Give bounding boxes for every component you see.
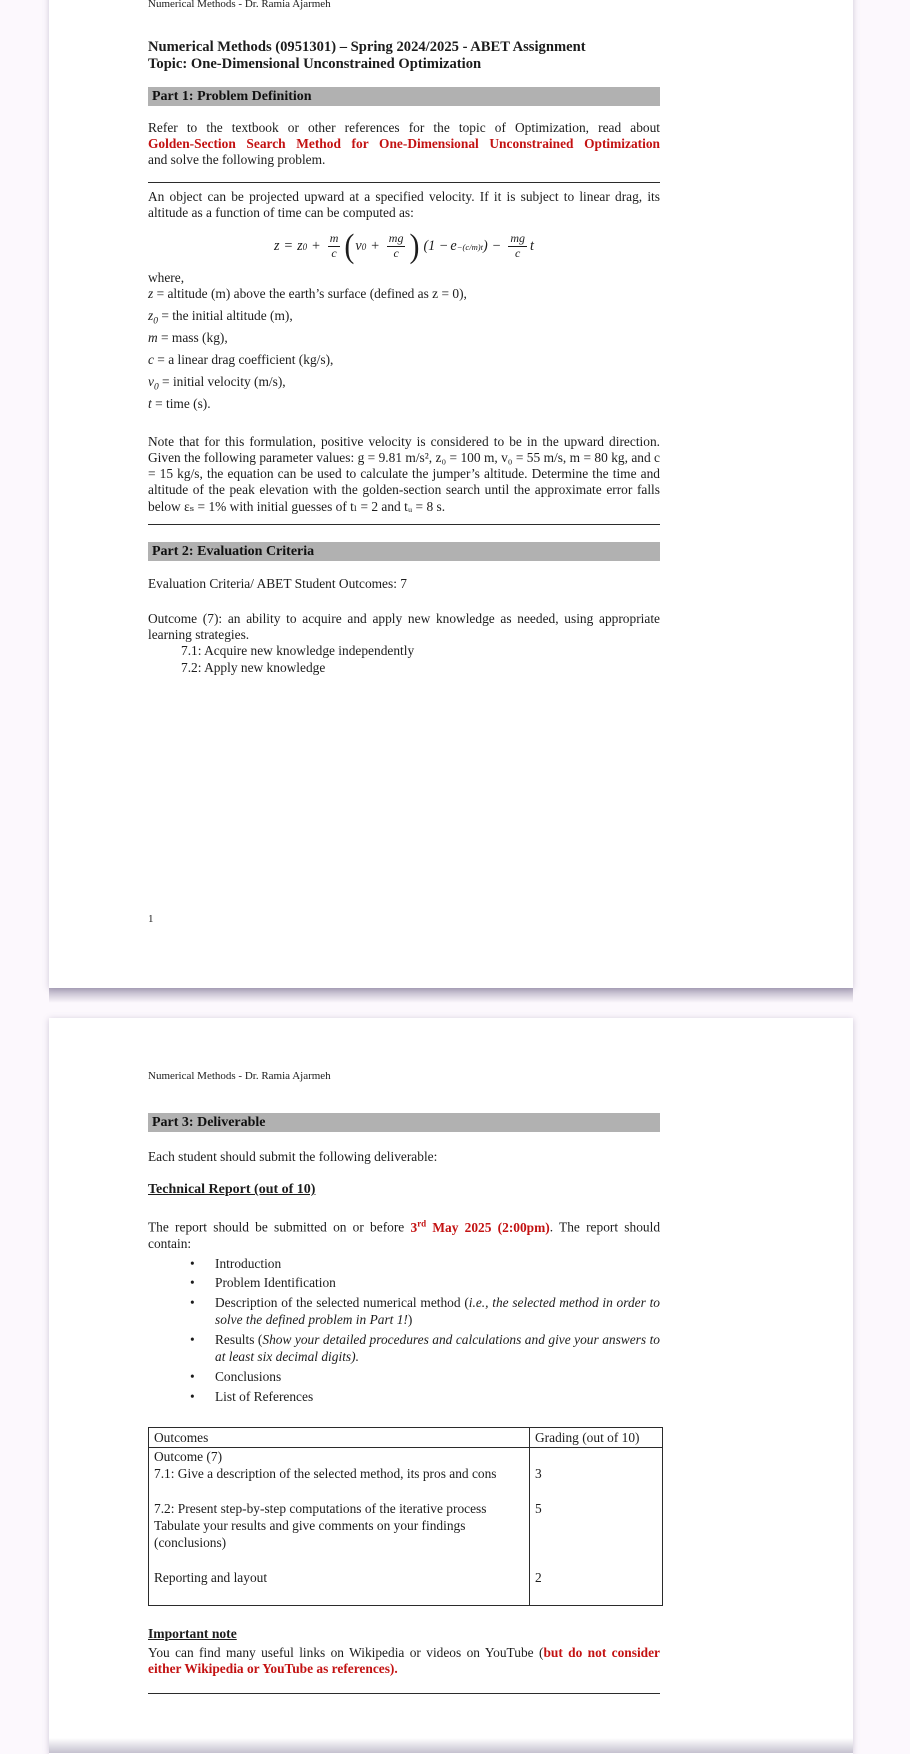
section-bar-part3: Part 3: Deliverable (148, 1113, 660, 1132)
table-cell-outcome (149, 1552, 529, 1570)
eq-z-sub: 0 (302, 241, 308, 252)
deadline-line-1: The report should be submitted on or before 3rd May 2025 (2:00pm). The report should (148, 1218, 661, 1235)
page-number: 1 (148, 913, 154, 925)
eq-open-paren: ( (344, 228, 355, 266)
table-header-outcomes: Outcomes (149, 1428, 529, 1448)
eq-lhs: z (274, 238, 280, 255)
grading-table (148, 1427, 663, 1606)
doc-header-page2: Numerical Methods - Dr. Ramia Ajarmeh (148, 1070, 331, 1082)
eval-criteria-line: Evaluation Criteria/ ABET Student Outcomes: 7 (148, 576, 407, 591)
table-cell-grade: 3 (529, 1448, 662, 1483)
bullet-icon: • (190, 1368, 195, 1384)
page-2 (49, 1018, 853, 1754)
eq-equals: = (283, 238, 294, 255)
method-name-red: Golden-Section Search Method for One-Dimensional Unconstrained Optimization (148, 136, 660, 152)
bullet-item: • Description of the selected numerical method (i.e., the selected method in order to solve the defined problem in Part 1!) (190, 1295, 660, 1328)
table-cell-outcome (149, 1482, 529, 1500)
important-note-heading: Important note (148, 1626, 237, 1642)
table-cell-outcome: Outcome (7) 7.1: Give a description of the selected method, its pros and cons (154, 1448, 497, 1481)
deadline-date-red: 3rd May 2025 (2:00pm) (410, 1218, 550, 1235)
important-note-paragraph: You can find many useful links on Wikipedia or videos on YouTube (but do not consider either Wikipedia or YouTube as references). (148, 1645, 660, 1677)
eq-v: v (355, 238, 362, 255)
deliverable-bullets (148, 1255, 660, 1405)
definition-item: z = altitude (m) above the earth’s surface (defined as z = 0), (148, 286, 467, 302)
eq-close-paren: ) (409, 228, 420, 266)
outcome-7-2: 7.2: Apply new knowledge (181, 659, 326, 675)
intro-line-3: and solve the following problem. (148, 152, 326, 168)
problem-lead: An object can be projected upward at a specified velocity. If it is subject to linear drag, its altitude as a function of time can be computed as: (148, 189, 660, 221)
bullet-item: • Conclusions (190, 1368, 282, 1384)
eq-v-sub: 0 (361, 241, 367, 252)
eq-z: z (297, 238, 303, 255)
eq-group-close: ) (483, 238, 488, 255)
deadline-line-2: contain: (148, 1235, 192, 1251)
page-gap-shadow (49, 988, 853, 1003)
bullet-icon: • (190, 1295, 195, 1311)
bullet-item: • List of References (190, 1388, 314, 1404)
intro-paragraph (148, 120, 660, 168)
bullet-item: • Results (Show your detailed procedures and calculations and give your answers to at least six decimal digits). (190, 1332, 660, 1365)
eq-frac-mg-c: $\frac{mg}{c}$ (388, 231, 404, 261)
table-header-grading: Grading (out of 10) (529, 1428, 662, 1448)
eq-e: e (450, 238, 457, 255)
bullet-icon: • (190, 1275, 195, 1291)
bullet-item: • Introduction (190, 1255, 282, 1271)
table-cell-grade (529, 1482, 662, 1500)
eq-group-open: (1 − (423, 238, 449, 255)
title-line-1: Numerical Methods (0951301) – Spring 2024/2025 - ABET Assignment (148, 39, 586, 55)
doc-header: Numerical Methods - Dr. Ramia Ajarmeh (148, 0, 331, 10)
definition-item: m = mass (kg), (148, 330, 228, 346)
table-cell-grade: 2 (529, 1569, 662, 1587)
bullet-icon: • (190, 1332, 195, 1348)
eq-minus: − (491, 238, 502, 255)
title-line-2: Topic: One-Dimensional Unconstrained Optimization (148, 55, 482, 72)
viewport-bottom-shade (49, 1738, 853, 1753)
table-cell-outcome: 7.2: Present step-by-step computations of the iterative process Tabulate your results and give comments on your findings (conclusions) (154, 1501, 487, 1550)
submit-line: Each student should submit the following deliverable: (148, 1149, 438, 1164)
table-cell-grade (529, 1587, 662, 1605)
references-warning-red: but do not consider either Wikipedia or YouTube as references (148, 1645, 660, 1677)
definitions-list (148, 286, 660, 417)
eq-plus1: + (311, 238, 321, 255)
technical-report-heading: Technical Report (out of 10) (148, 1182, 316, 1198)
outcome-paragraph: Outcome (7): an ability to acquire and apply new knowledge as needed, using appropriate learning strategies. (148, 611, 660, 643)
eq-exponent: −(c/m)t (456, 241, 484, 252)
problem-box (148, 182, 660, 525)
deadline-paragraph (148, 1215, 660, 1252)
parameters-note: Note that for this formulation, positive velocity is considered to be in the upward direction. Given the following parameter values: g = 9.81 m/s², z₀ = 100 m, v₀ = 55 m/s, m = 80 kg, and c = 15 kg/s, the equation can be used to calculate the jumper’s altitude. Determine the time and altitude of the peak elevation with the golden-section search until the approximate error falls below εₛ = 1% with initial guesses of tₗ = 2 and tᵤ = 8 s. (148, 433, 660, 514)
where-label: where, (148, 270, 185, 286)
section-bar-part2: Part 2: Evaluation Criteria (148, 542, 660, 561)
definition-item: c = a linear drag coefficient (kg/s), (148, 351, 334, 367)
altitude-equation (148, 228, 660, 266)
table-cell-outcome (149, 1587, 529, 1605)
section-bar-part1: Part 1: Problem Definition (148, 87, 660, 106)
outcome-7-1: 7.1: Acquire new knowledge independently (181, 643, 415, 659)
definition-item: t = time (s). (148, 395, 211, 411)
bullet-icon: • (190, 1388, 195, 1404)
eq-frac-m-c: $\frac{m}{c}$ (329, 231, 339, 261)
eq-t: t (530, 238, 534, 255)
table-cell-grade: 5 (529, 1500, 662, 1551)
bullet-item: • Problem Identification (190, 1275, 336, 1291)
bullet-icon: • (190, 1255, 195, 1271)
definition-item: $v_0$ = initial velocity (m/s), (148, 373, 286, 393)
table-cell-grade (529, 1552, 662, 1570)
table-cell-outcome: Reporting and layout (154, 1570, 268, 1586)
eq-plus2: + (370, 238, 380, 255)
assignment-title (148, 39, 660, 72)
page-1 (49, 0, 853, 988)
eq-frac-mg-c-2: $\frac{mg}{c}$ (510, 231, 526, 261)
definition-item: $z_0$ = the initial altitude (m), (148, 308, 293, 327)
intro-line-1: Refer to the textbook or other references for the topic of Optimization, read about (148, 120, 660, 135)
bottom-rule (148, 1693, 660, 1694)
